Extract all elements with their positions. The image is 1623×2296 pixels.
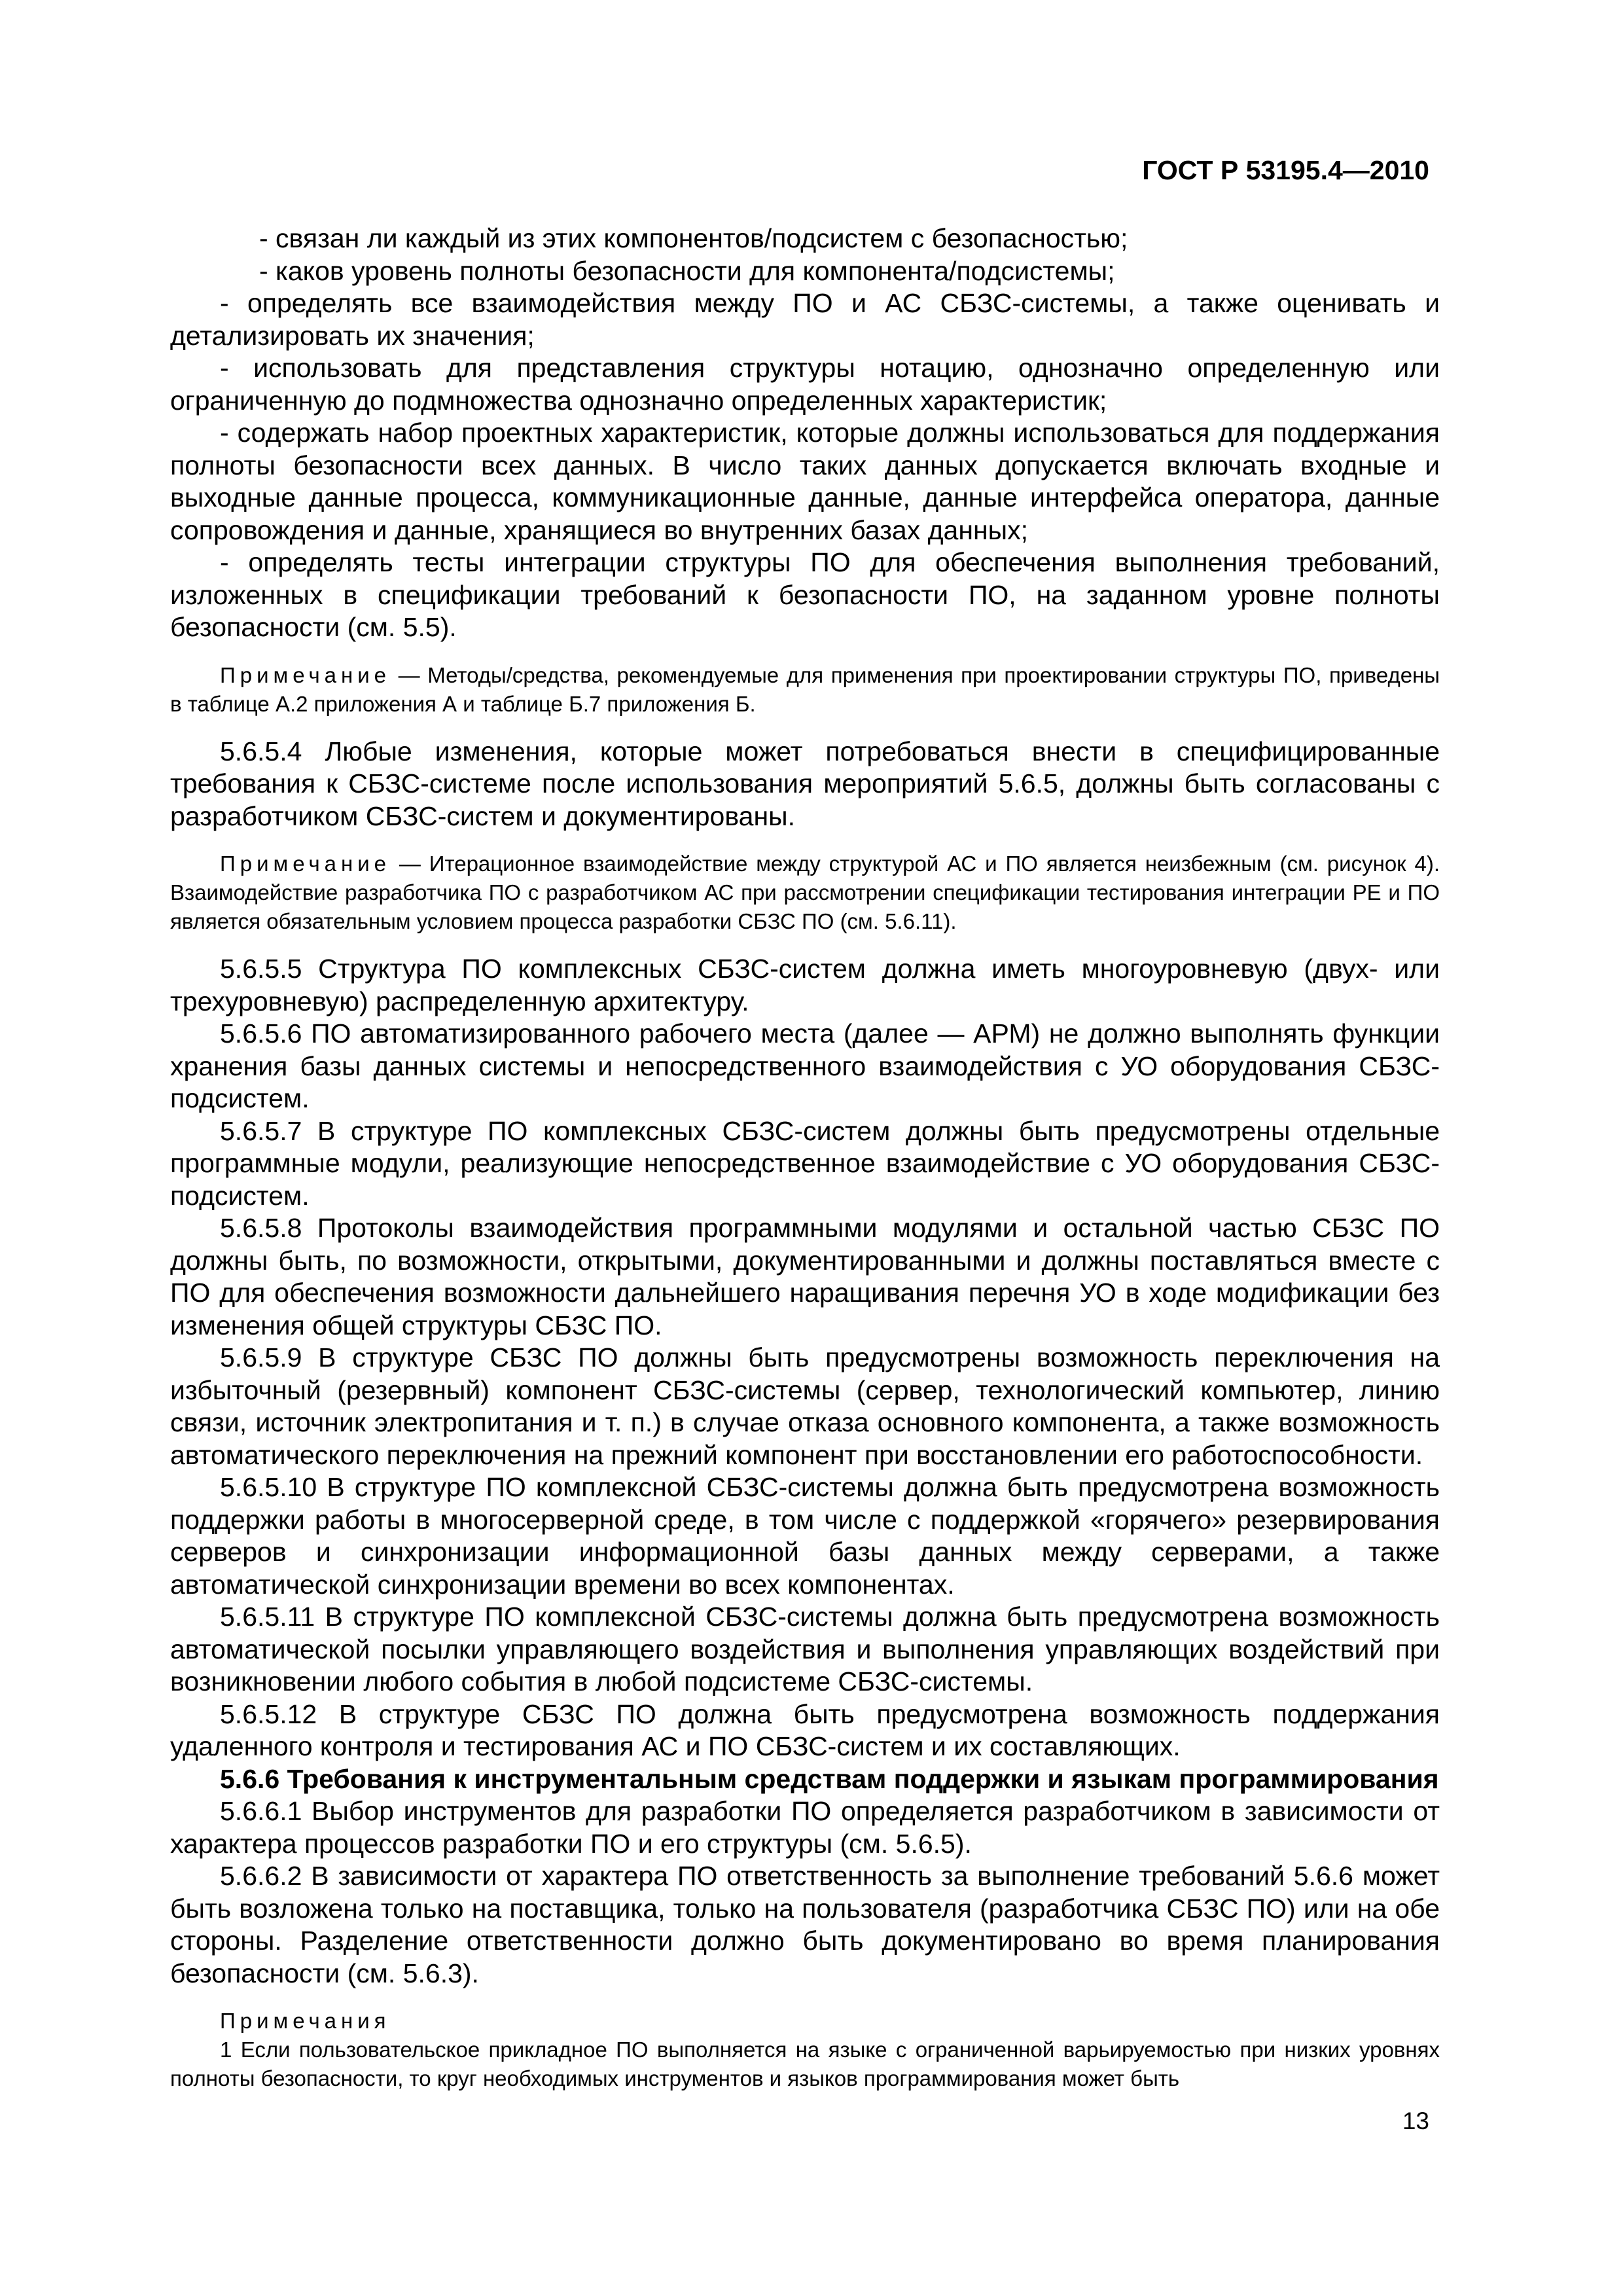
paragraph-list-item: - связан ли каждый из этих компонентов/подсистем с безопасностью; bbox=[259, 223, 1128, 253]
clause-5-6-5-12: 5.6.5.12 В структуре СБЗС ПО должна быть предусмотрена возможность поддержания удаленного контроля и тестирования АС и ПО СБЗС-систем и их составляющих. bbox=[170, 1698, 1440, 1761]
paragraph-list-item: - определять тесты интеграции структуры ПО для обеспечения выполнения требований, изложенных в спецификации требований к безопасности ПО, на заданном уровне полноты безопасности (см. 5.5). bbox=[170, 547, 1440, 642]
clause-5-6-5-10: 5.6.5.10 В структуре ПО комплексной СБЗС-системы должна быть предусмотрена возможность поддержки работы в многосерверной среде, в том числе с поддержкой «горячего» резервирования серверов и синхронизации информационной базы данных между серверами, а также автоматической синхронизации времени во всех компонентах. bbox=[170, 1472, 1440, 1600]
notes-heading: Примечания bbox=[220, 2009, 391, 2033]
paragraph-list-item: - содержать набор проектных характеристик, которые должны использоваться для поддержания полноты безопасности всех данных. В число таких данных допускается включать входные и выходные данные процесса, коммуникационные данные, данные интерфейса оператора, данные сопровождения и данные, хранящиеся во внутренних базах данных; bbox=[170, 418, 1440, 545]
page-body bbox=[170, 223, 1440, 2093]
note-block bbox=[170, 850, 1440, 936]
note-label: Примечание bbox=[220, 662, 391, 687]
clause-5-6-5-9: 5.6.5.9 В структуре СБЗС ПО должны быть предусмотрены возможность переключения на избыточный (резервный) компонент СБЗС-системы (сервер, технологический компьютер, линию связи, источник электропитания и т. п.) в случае отказа основного компонента, а также возможность автоматического переключения на прежний компонент при восстановлении его работоспособности. bbox=[170, 1342, 1440, 1470]
note-label: Примечание bbox=[220, 852, 391, 876]
clause-5-6-5-6: 5.6.5.6 ПО автоматизированного рабочего места (далее — АРМ) не должно выполнять функции хранения базы данных системы и непосредственного взаимодействия с УО оборудования СБЗС-подсистем. bbox=[170, 1018, 1440, 1113]
note-text: — Итерационное взаимодействие между структурой АС и ПО является неизбежным (см. рисунок 4). Взаимодействие разработчика ПО с разработчиком АС при рассмотрении спецификации тестирования интеграции РЕ и ПО является обязательным условием процесса разработки СБЗС ПО (см. 5.6.11). bbox=[170, 852, 1440, 933]
clause-5-6-5-7: 5.6.5.7 В структуре ПО комплексных СБЗС-систем должны быть предусмотрены отдельные программные модули, реализующие непосредственное взаимодействие с УО оборудования СБЗС-подсистем. bbox=[170, 1115, 1440, 1211]
clause-5-6-5-8: 5.6.5.8 Протоколы взаимодействия программными модулями и остальной частью СБЗС ПО должны быть, по возможности, открытыми, документированными и должны поставляться вместе с ПО для обеспечения возможности дальнейшего наращивания перечня УО в ходе модификации без изменения общей структуры СБЗС ПО. bbox=[170, 1213, 1440, 1340]
paragraph-list-item: - определять все взаимодействия между ПО и АС СБЗС-системы, а также оценивать и детализировать их значения; bbox=[170, 288, 1440, 351]
paragraph-list-item: - использовать для представления структуры нотацию, однозначно определенную или ограниченную до подмножества однозначно определенных характеристик; bbox=[170, 353, 1440, 416]
note-text: — Методы/средства, рекомендуемые для применения при проектировании структуры ПО, приведены в таблице А.2 приложения А и таблице Б.7 приложения Б. bbox=[170, 662, 1440, 716]
page-number: 13 bbox=[1402, 2108, 1429, 2134]
clause-5-6-6-2: 5.6.6.2 В зависимости от характера ПО ответственность за выполнение требований 5.6.6 может быть возложена только на поставщика, только на пользователя (разработчика СБЗС ПО) или на обе стороны. Разделение ответственности должно быть документировано во время планирования безопасности (см. 5.6.3). bbox=[170, 1861, 1440, 1988]
clause-5-6-6-1: 5.6.6.1 Выбор инструментов для разработки ПО определяется разработчиком в зависимости от характера процессов разработки ПО и его структуры (см. 5.6.5). bbox=[170, 1796, 1440, 1859]
note-item-1: 1 Если пользовательское прикладное ПО выполняется на языке с ограниченной варьируемостью при низких уровнях полноты безопасности, то круг необходимых инструментов и языков программирования может быть bbox=[170, 2037, 1440, 2090]
paragraph-list-item: - каков уровень полноты безопасности для компонента/подсистемы; bbox=[259, 255, 1115, 286]
clause-5-6-5-11: 5.6.5.11 В структуре ПО комплексной СБЗС-системы должна быть предусмотрена возможность автоматической посылки управляющего воздействия и выполнения управляющих воздействий при возникновении любого события в любой подсистеме СБЗС-системы. bbox=[170, 1602, 1440, 1696]
clause-5-6-5-5: 5.6.5.5 Структура ПО комплексных СБЗС-систем должна иметь многоуровневую (двух- или трехуровневую) распределенную архитектуру. bbox=[170, 954, 1440, 1016]
clause-5-6-5-4: 5.6.5.4 Любые изменения, которые может потребоваться внести в специфицированные требования к СБЗС-системе после использования мероприятий 5.6.5, должны быть согласованы с разработчиком СБЗС-систем и документированы. bbox=[170, 736, 1440, 831]
note-block bbox=[170, 661, 1440, 719]
standard-designation: ГОСТ Р 53195.4—2010 bbox=[1142, 155, 1429, 185]
section-heading-5-6-6: 5.6.6 Требования к инструментальным средствам поддержки и языкам программирования bbox=[220, 1763, 1439, 1794]
